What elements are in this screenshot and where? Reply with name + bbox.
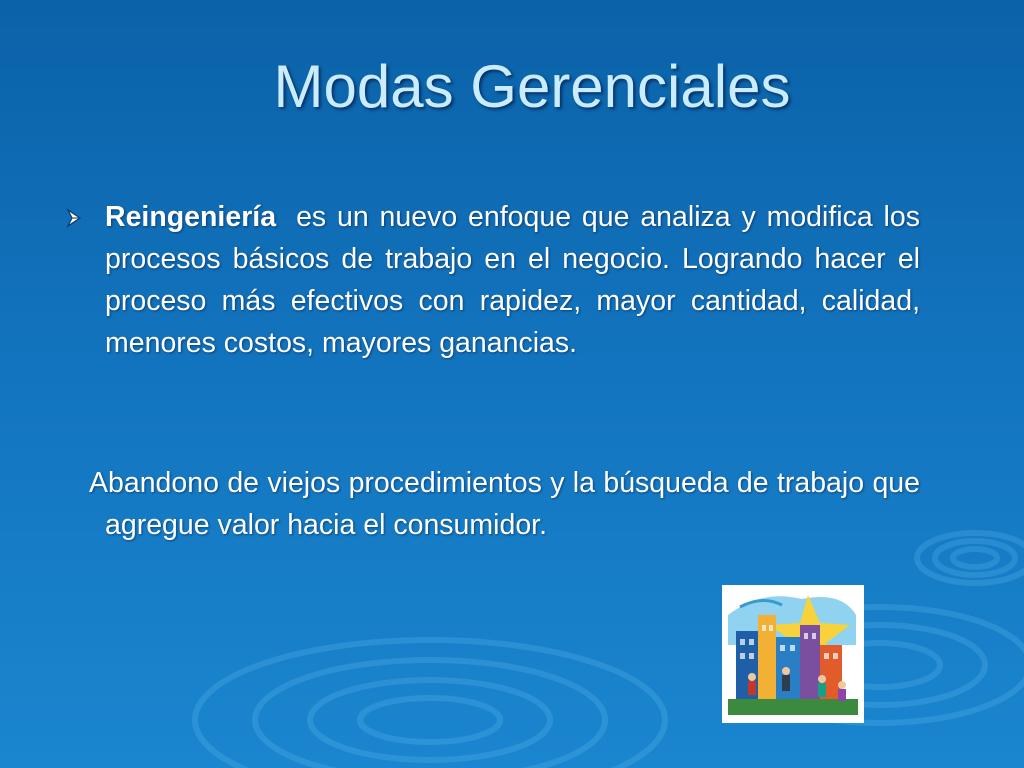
second-paragraph: Abandono de viejos procedimientos y la búsqueda de trabajo que agregue valor hacia el consumidor.	[89, 467, 920, 541]
slide-title: Modas Gerenciales	[273, 53, 791, 120]
business-people-buildings-clipart	[722, 585, 864, 723]
arrow-bullet-icon	[66, 208, 86, 228]
bullet-text: es un nuevo enfoque que analiza y modifica los procesos básicos de trabajo en el negocio. Logrando hacer el proceso más efectivos con rapidez, mayor cantidad, calidad, menores costos, mayores ganancias.	[105, 201, 920, 359]
clipart-illustration	[722, 585, 864, 723]
bullet-paragraph	[105, 196, 920, 364]
bullet-keyword: Reingeniería	[105, 201, 277, 233]
